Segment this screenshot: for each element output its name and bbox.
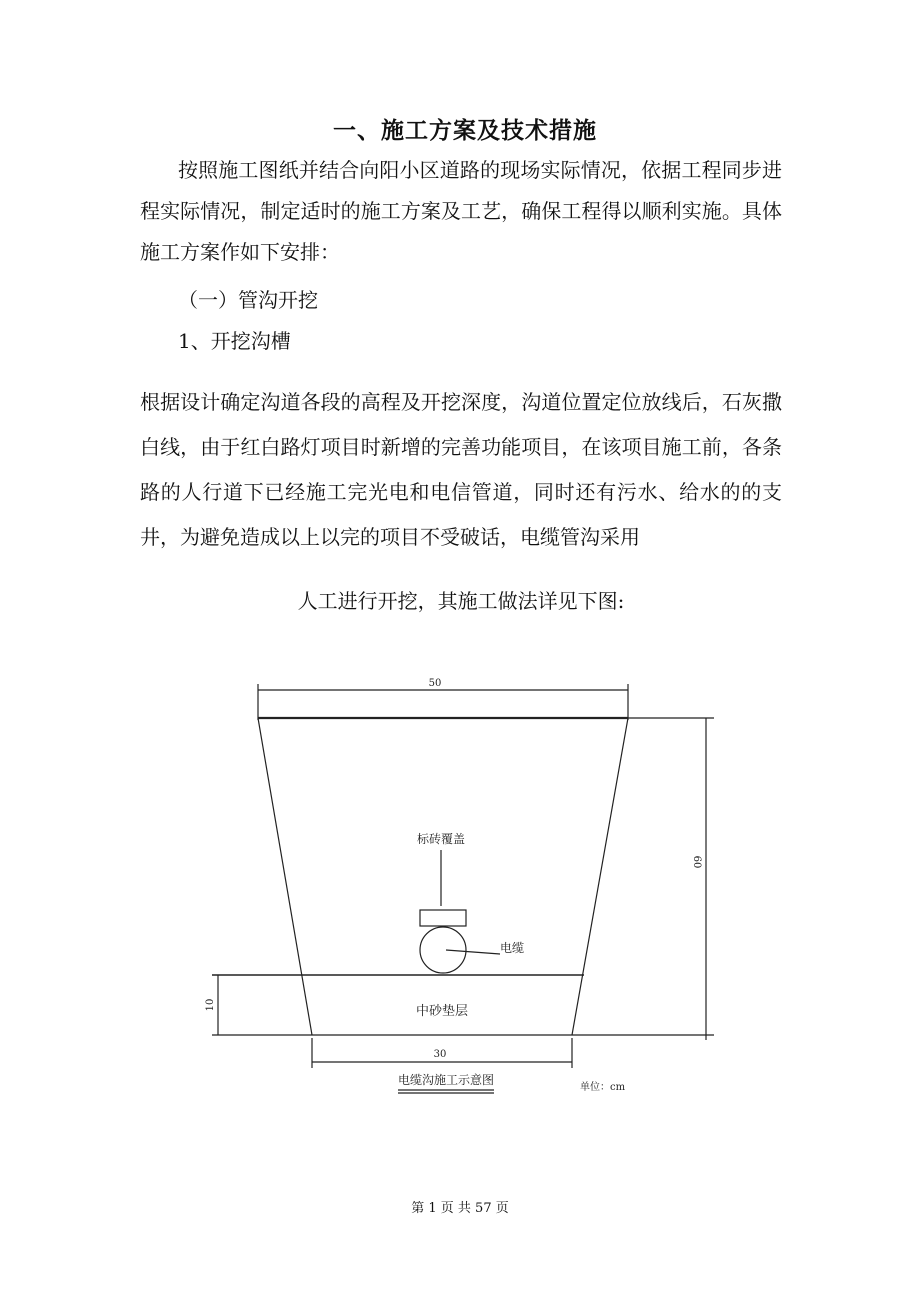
body-paragraph: 根据设计确定沟道各段的高程及开挖深度，沟道位置定位放线后，石灰撒白线，由于红白路灯项目时新增的完善功能项目，在该项目施工前，各条路的人行道下已经施工完光电和电信管道，同时还有污水、给水的的支井，为避免造成以上以完的项目不受破话，电缆管沟采用 <box>140 390 782 549</box>
section-heading: 一、施工方案及技术措施 <box>333 117 597 144</box>
sub-subsection-heading: 1、开挖沟槽 <box>178 329 291 353</box>
trench-right-wall <box>572 718 628 1035</box>
sand-thickness-label: 10 <box>205 998 216 1012</box>
top-width-label: 50 <box>428 678 442 689</box>
depth-label: 60 <box>691 855 702 869</box>
brick-cover <box>420 910 466 926</box>
subsection-heading: （一）管沟开挖 <box>178 288 318 312</box>
intro-paragraph: 按照施工图纸并结合向阳小区道路的现场实际情况，依据工程同步进程实际情况，制定适时的施工方案及工艺，确保工程得以顺利实施。具体施工方案作如下安排： <box>140 158 782 264</box>
diagram-caption: 电缆沟施工示意图 <box>397 1073 495 1087</box>
bottom-width-label: 30 <box>433 1049 447 1060</box>
sand-layer-label: 中砂垫层 <box>415 1004 469 1019</box>
cable-circle <box>420 927 466 973</box>
body-paragraph-tail: 人工进行开挖，其施工做法详见下图: <box>297 589 625 613</box>
unit-label: 单位：cm <box>580 1082 626 1093</box>
cable-leader-line <box>446 950 500 954</box>
cable-label: 电缆 <box>500 941 525 955</box>
trench-left-wall <box>258 718 312 1035</box>
brick-cover-label: 标砖覆盖 <box>416 832 466 846</box>
page-footer: 第 1 页 共 57 页 <box>411 1201 509 1216</box>
